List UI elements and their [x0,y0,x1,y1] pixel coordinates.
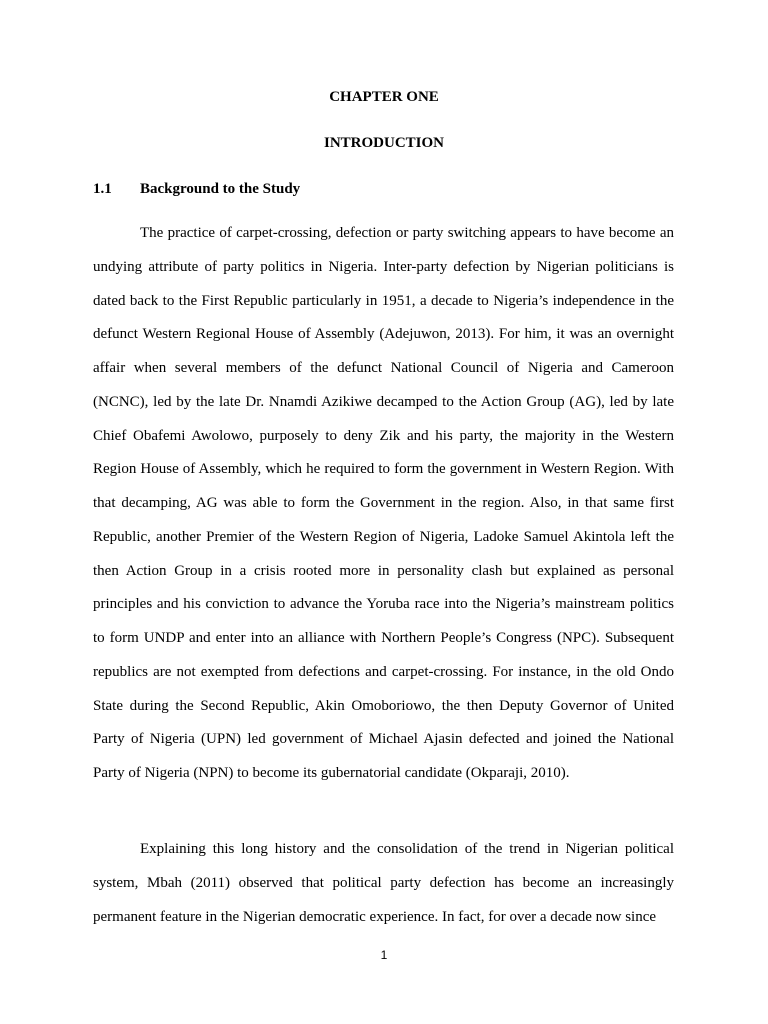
body-paragraph: Explaining this long history and the consolidation of the trend in Nigerian political system, Mbah (2011) observed that political party defection has become an increasingly permanent feature in the Nigerian democratic experience. In fact, for over a decade now since [93,841,674,925]
chapter-heading: INTRODUCTION [323,135,444,151]
body-paragraph: The practice of carpet-crossing, defection or party switching appears to have become an undying attribute of party politics in Nigeria. Inter-party defection by Nigerian politicians is dated back to the First Republic particularly in 1951, a decade to Nigeria’s independence in the defunct Western Regional House of Assembly (Adejuwon, 2013). For him, it was an overnight affair when several members of the defunct National Council of Nigeria and Cameroon (NCNC), led by the late Dr. Nnamdi Azikiwe decamped to the Action Group (AG), led by late Chief Obafemi Awolowo, purposely to deny Zik and his party, the majority in the Western Region House of Assembly, which he required to form the government in Western Region. With that decamping, AG was able to form the Government in the region. Also, in that same first Republic, another Premier of the Western Region of Nigeria, Ladoke Samuel Akintola left the then Action Group in a crisis rooted more in personality clash but explained as personal principles and his conviction to advance the Yoruba race into the Nigeria’s mainstream politics to form UNDP and enter into an alliance with Northern People’s Congress (NPC). Subsequent republics are not exempted from defections and carpet-crossing. For instance, in the old Ondo State during the Second Republic, Akin Omoboriowo, the then Deputy Governor of United Party of Nigeria (UPN) led government of Michael Ajasin defected and joined the National Party of Nigeria (NPN) to become its gubernatorial candidate (Okparaji, 2010). [93,225,674,781]
chapter-title: CHAPTER ONE [329,89,439,105]
page-number: 1 [380,948,388,962]
section-number: 1.1 [93,181,112,197]
section-title: Background to the Study [140,181,301,197]
section-heading [93,180,300,198]
